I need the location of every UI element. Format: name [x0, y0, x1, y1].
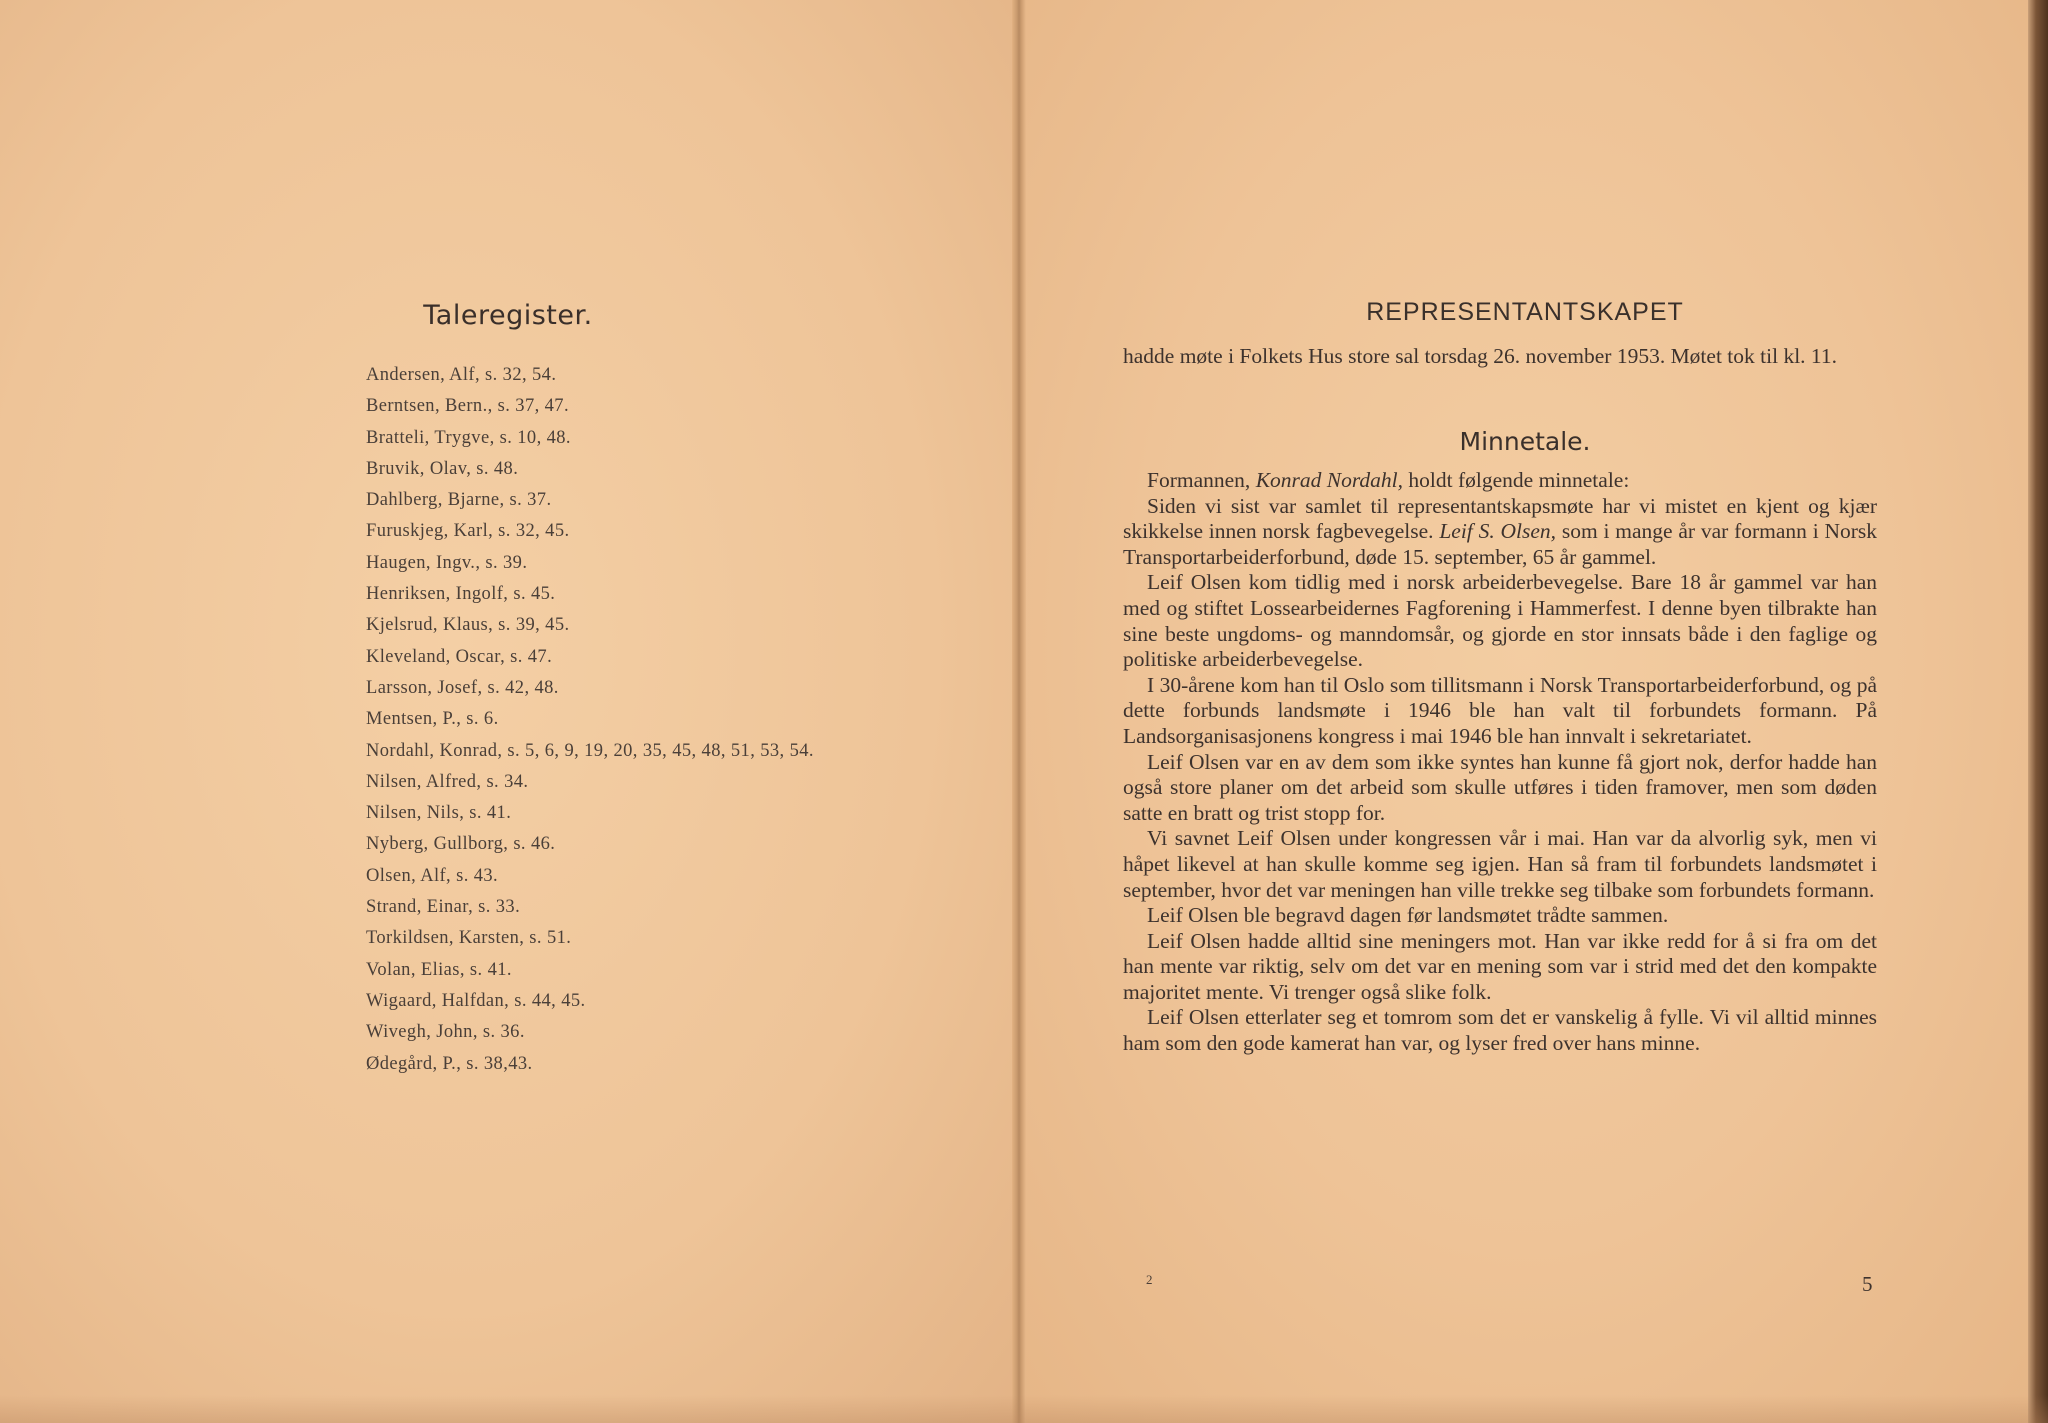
memorial-paragraph: Vi savnet Leif Olsen under kongressen vår i mai. Han var da alvorlig syk, men vi håpet likevel at han skulle komme seg igjen. Han så fram til forbundets landsmøtet i september, hvor det var meningen han ville trekke seg tilbake som forbundets formann. — [1123, 826, 1877, 902]
speaker-name: Konrad Nordahl, — [1255, 468, 1404, 492]
meeting-intro — [1123, 343, 1875, 369]
page-number: 5 — [1862, 1272, 1873, 1296]
section-heading-minnetale: Minnetale. — [1459, 427, 1591, 456]
register-entry: Volan, Elias, s. 41. — [366, 959, 512, 980]
meeting-intro-text: hadde møte i Folkets Hus store sal torsdag 26. november 1953. Møtet tok til kl. 11. — [1123, 344, 1837, 368]
register-entry: Wivegh, John, s. 36. — [366, 1022, 525, 1043]
register-entry: Andersen, Alf, s. 32, 54. — [366, 365, 557, 385]
register-entry: Nyberg, Gullborg, s. 46. — [366, 834, 556, 855]
memorial-paragraph: Leif Olsen var en av dem som ikke syntes han kunne få gjort nok, derfor hadde han også store planer om det arbeid som skulle utføres i tiden framover, men som døden satte en bratt og trist stopp for. — [1123, 749, 1877, 825]
register-entry: Strand, Einar, s. 33. — [366, 897, 521, 918]
memorial-paragraph: Leif Olsen hadde alltid sine meningers mot. Han var ikke redd for å si fra om det han mente var riktig, selv om det var en mening som var i strid med det den kompakte majoritet mente. Vi trenger også slike folk. — [1123, 928, 1877, 1004]
register-entry: Wigaard, Halfdan, s. 44, 45. — [366, 990, 586, 1011]
speaker-register-list — [366, 360, 814, 1080]
register-title: Taleregister. — [423, 300, 593, 331]
memorial-paragraph: Leif Olsen ble begravd dagen før landsmøtet trådte sammen. — [1147, 903, 1669, 928]
paragraph-opening — [1123, 494, 1877, 571]
register-entry: Ødegård, P., s. 38,43. — [366, 1053, 533, 1074]
memorial-speech — [1123, 468, 1877, 1057]
text-run: Formannen, — [1147, 468, 1256, 492]
register-entry: Kjelsrud, Klaus, s. 39, 45. — [366, 615, 570, 636]
register-entry: Kleveland, Oscar, s. 47. — [366, 646, 553, 667]
memorial-paragraph: I 30-årene kom han til Oslo som tillitsmann i Norsk Transportarbeiderforbund, og på dette forbunds landsmøte i 1946 ble han valt til forbundets formann. På Landsorganisasjonens kongress i mai 1946 ble han innvalt i sekretariatet. — [1123, 672, 1877, 748]
text-run: holdt følgende minnetale: — [1403, 468, 1630, 492]
register-entry: Dahlberg, Bjarne, s. 37. — [366, 490, 552, 511]
text-run: Siden vi sist var samlet til representantskapsmøte har vi mistet en kjent og kjær skikkelse innen norsk fagbevegelse. — [1123, 493, 1877, 544]
deceased-name: Leif S. Olsen, — [1439, 519, 1557, 544]
register-entry: Berntsen, Bern., s. 37, 47. — [366, 396, 569, 417]
signature-mark: 2 — [1146, 1272, 1153, 1287]
register-entry: Nilsen, Nils, s. 41. — [366, 803, 512, 824]
register-entry: Bratteli, Trygve, s. 10, 48. — [366, 427, 571, 448]
bottom-shadow — [0, 1395, 2048, 1423]
register-entry: Larsson, Josef, s. 42, 48. — [366, 677, 559, 698]
page-edge-shadow — [2028, 0, 2048, 1423]
register-entry: Henriksen, Ingolf, s. 45. — [366, 584, 556, 605]
register-entry: Nordahl, Konrad, s. 5, 6, 9, 19, 20, 35, 45, 48, 51, 53, 54. — [366, 740, 814, 761]
register-entry: Mentsen, P., s. 6. — [366, 709, 499, 730]
register-entry: Nilsen, Alfred, s. 34. — [366, 771, 529, 792]
register-entry: Furuskjeg, Karl, s. 32, 45. — [366, 521, 570, 542]
book-gutter — [1012, 0, 1026, 1423]
memorial-paragraph: Leif Olsen etterlater seg et tomrom som det er vanskelig å fylle. Vi vil alltid minnes ham som den gode kamerat han var, og lyser fred over hans minne. — [1123, 1005, 1877, 1056]
register-entry: Torkildsen, Karsten, s. 51. — [366, 928, 572, 949]
paragraph-intro — [1123, 468, 1877, 494]
memorial-paragraph: Leif Olsen kom tidlig med i norsk arbeiderbevegelse. Bare 18 år gammel var han med og stiftet Lossearbeidernes Fagforening i Hammerfest. I denne byen tilbrakte han sine beste ungdoms- og manndomsår, og gjorde en stor innsats både i den faglige og politiske arbeiderbevegelse. — [1123, 570, 1877, 672]
section-heading-representantskapet: REPRESENTANTSKAPET — [1366, 298, 1684, 326]
register-entry: Bruvik, Olav, s. 48. — [366, 458, 519, 479]
register-entry: Haugen, Ingv., s. 39. — [366, 552, 528, 573]
register-entry: Olsen, Alf, s. 43. — [366, 865, 499, 886]
text-run: som i mange år var formann i Norsk Transportarbeiderforbund, døde 15. september, 65 år gammel. — [1123, 519, 1878, 569]
